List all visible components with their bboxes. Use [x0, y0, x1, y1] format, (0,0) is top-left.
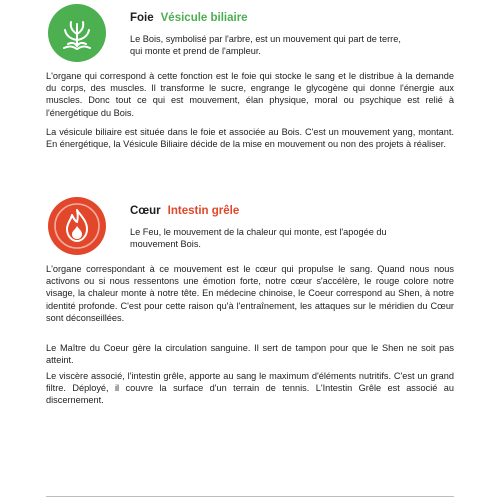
section2-intro-line2: mouvement Bois.: [130, 239, 201, 249]
section2-intro: [130, 226, 387, 250]
section1-heading: [130, 12, 248, 24]
section1-paragraph-2: La vésicule biliaire est située dans le foie et associée au Bois. C'est un mouvement yang, montant. En énergétique, la Vésicule Biliaire décide de la mise en mouvement ou non des projets à réaliser.: [46, 127, 454, 150]
section2-paragraph-3: Le viscère associé, l'intestin grêle, apporte au sang le maximum d'éléments nutritifs. C'est un grand filtre. Déployé, il couvre la surface d'un terrain de tennis. L'Intestin Grêle est associé au discernement.: [46, 371, 454, 406]
footer-divider: [46, 496, 454, 497]
section2-paragraph-2: Le Maître du Coeur gère la circulation sanguine. Il sert de tampon pour que le Shen ne soit pas atteint.: [46, 343, 454, 366]
section2-organ: Cœur: [130, 205, 161, 217]
section2-associated: Intestin grêle: [167, 205, 240, 217]
section2-paragraph-1: L'organe correspondant à ce mouvement est le cœur qui propulse le sang. Quand nous nous activons ou si nous ressentons une émotion forte, notre cœur s'accélère, le rouge colore notre visage, la chaleur monte à notre tête. En médecine chinoise, le Coeur correspond au Shen, à notre identité profonde. C'est pour cette raison qu'à l'entraînement, les attaques sur le méridien du Cœur sont déconseillées.: [46, 264, 454, 323]
section1-intro-line1: Le Bois, symbolisé par l'arbre, est un mouvement qui part de terre,: [130, 34, 401, 44]
tree-icon: [48, 4, 106, 62]
section1-intro: [130, 33, 401, 57]
section2-heading: [130, 205, 239, 217]
wood-element-badge: [48, 4, 106, 62]
fire-element-badge: [48, 197, 106, 255]
section1-organ: Foie: [130, 12, 154, 24]
section2-intro-line1: Le Feu, le mouvement de la chaleur qui monte, est l'apogée du: [130, 227, 387, 237]
section1-intro-line2: qui monte et prend de l'ampleur.: [130, 46, 261, 56]
flame-icon: [48, 197, 106, 255]
section1-associated: Vésicule biliaire: [160, 12, 248, 24]
section1-paragraph-1: L'organe qui correspond à cette fonction est le foie qui stocke le sang et le distribue à la demande du corps, des muscles. Il transforme le sucre, engrange le glycogène qui donne l'énergie aux muscles. Donc tout ce qui est mouvement, élan physique, moral ou psychique est relié à l'énergétique du Bois.: [46, 71, 454, 118]
